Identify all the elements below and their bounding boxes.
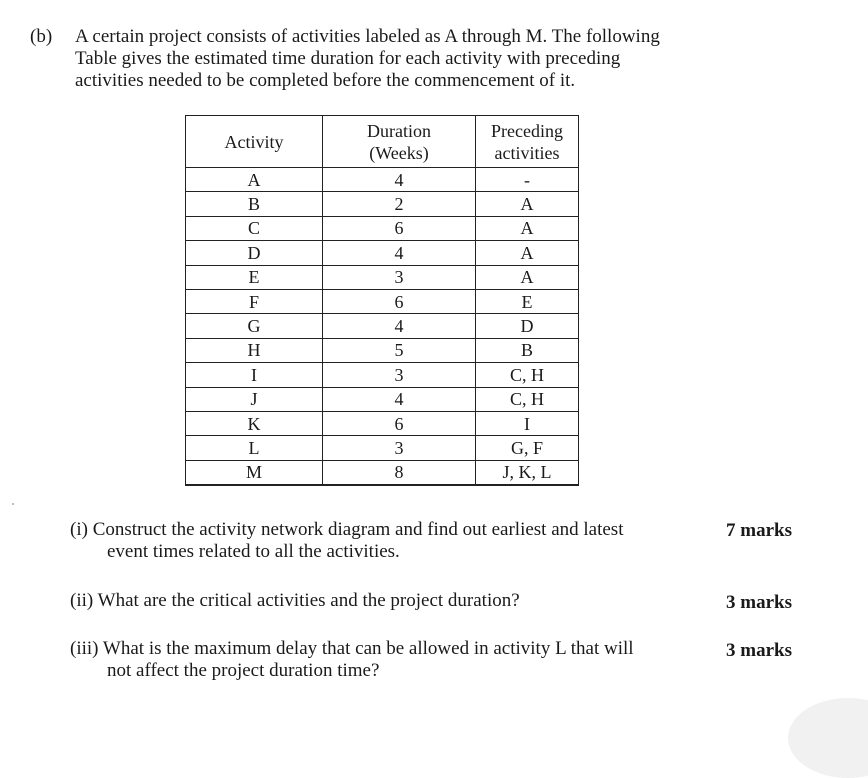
- cell-preceding: A: [476, 241, 579, 265]
- intro-line: Table gives the estimated time duration for each activity with preceding: [75, 48, 621, 69]
- header-activity-label: Activity: [224, 131, 284, 152]
- sub-question-line2: not affect the project duration time?: [107, 660, 380, 681]
- sub-question-line2: event times related to all the activities.: [107, 541, 400, 562]
- cell-activity: E: [186, 265, 323, 289]
- part-label: (b): [30, 26, 53, 47]
- sub-question-line1: What is the maximum delay that can be allowed in activity L that will: [102, 638, 634, 659]
- sub-question-ii: [70, 590, 520, 612]
- cell-activity: F: [186, 289, 323, 313]
- cell-duration: 3: [323, 436, 476, 460]
- scan-speck: [12, 503, 14, 505]
- cell-duration: 6: [323, 411, 476, 435]
- header-duration-line1: Duration: [367, 120, 431, 141]
- cell-duration: 2: [323, 192, 476, 216]
- sub-question-line1: What are the critical activities and the project duration?: [97, 590, 520, 611]
- sub-question-i: [70, 519, 623, 563]
- table-row: [186, 363, 579, 387]
- cell-preceding: B: [476, 338, 579, 362]
- marks-iii: 3 marks: [726, 640, 792, 661]
- cell-activity: M: [186, 460, 323, 485]
- cell-preceding: G, F: [476, 436, 579, 460]
- intro-line: activities needed to be completed before the commencement of it.: [75, 70, 576, 91]
- cell-activity: D: [186, 241, 323, 265]
- cell-preceding: J, K, L: [476, 460, 579, 485]
- cell-preceding: C, H: [476, 387, 579, 411]
- cell-activity: C: [186, 216, 323, 240]
- corner-shadow: [788, 698, 868, 778]
- table-row: [186, 265, 579, 289]
- cell-activity: A: [186, 168, 323, 192]
- sub-question-number: (i): [70, 519, 88, 540]
- cell-activity: L: [186, 436, 323, 460]
- activity-table: [185, 115, 579, 486]
- cell-activity: H: [186, 338, 323, 362]
- header-preceding-line2: activities: [494, 142, 560, 163]
- cell-duration: 8: [323, 460, 476, 485]
- table-row: [186, 192, 579, 216]
- sub-question-iii: [70, 638, 634, 682]
- cell-duration: 4: [323, 387, 476, 411]
- header-preceding-line1: Preceding: [491, 120, 563, 141]
- cell-activity: J: [186, 387, 323, 411]
- cell-duration: 3: [323, 265, 476, 289]
- header-duration-line2: (Weeks): [369, 142, 429, 163]
- sub-question-number: (ii): [70, 590, 94, 611]
- table-row: [186, 387, 579, 411]
- table-row: [186, 241, 579, 265]
- cell-duration: 5: [323, 338, 476, 362]
- table-header-row: [186, 116, 579, 168]
- question-intro: [75, 26, 695, 92]
- intro-line: A certain project consists of activities labeled as A through M. The following: [75, 26, 660, 47]
- cell-preceding: I: [476, 411, 579, 435]
- header-duration: [323, 116, 476, 168]
- marks-i: 7 marks: [726, 520, 792, 541]
- table-row: [186, 460, 579, 485]
- cell-preceding: A: [476, 216, 579, 240]
- table-row: [186, 314, 579, 338]
- cell-duration: 4: [323, 241, 476, 265]
- cell-duration: 3: [323, 363, 476, 387]
- sub-question-line1: Construct the activity network diagram and find out earliest and latest: [92, 519, 624, 540]
- cell-preceding: A: [476, 265, 579, 289]
- cell-preceding: A: [476, 192, 579, 216]
- marks-ii: 3 marks: [726, 592, 792, 613]
- table-row: [186, 436, 579, 460]
- table-row: [186, 289, 579, 313]
- table-row: [186, 411, 579, 435]
- cell-duration: 4: [323, 168, 476, 192]
- sub-question-number: (iii): [70, 638, 99, 659]
- cell-preceding: D: [476, 314, 579, 338]
- header-preceding: [476, 116, 579, 168]
- cell-activity: I: [186, 363, 323, 387]
- cell-activity: K: [186, 411, 323, 435]
- cell-preceding: -: [476, 168, 579, 192]
- table-row: [186, 338, 579, 362]
- cell-activity: G: [186, 314, 323, 338]
- cell-duration: 4: [323, 314, 476, 338]
- cell-duration: 6: [323, 289, 476, 313]
- cell-activity: B: [186, 192, 323, 216]
- header-activity: [186, 116, 323, 168]
- cell-preceding: E: [476, 289, 579, 313]
- table-row: [186, 216, 579, 240]
- cell-duration: 6: [323, 216, 476, 240]
- table-row: [186, 168, 579, 192]
- cell-preceding: C, H: [476, 363, 579, 387]
